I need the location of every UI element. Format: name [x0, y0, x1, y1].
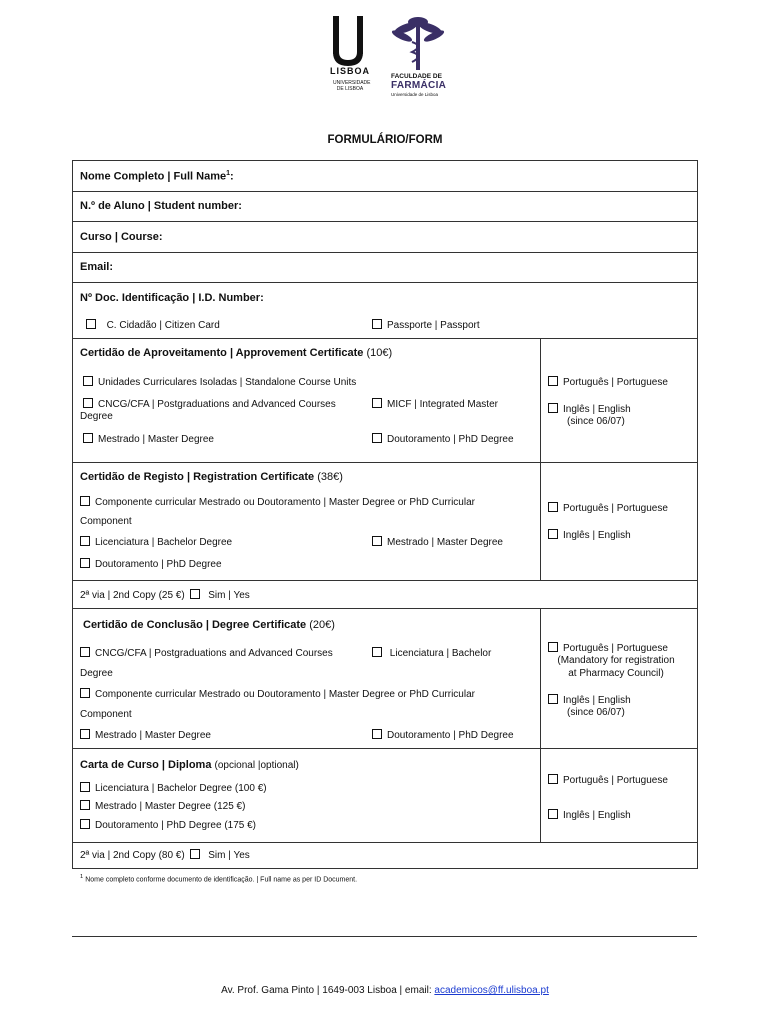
- micf-option[interactable]: MICF | Integrated Master: [372, 398, 498, 410]
- diploma-lang-pt[interactable]: Português | Portuguese: [548, 774, 668, 786]
- diploma-lang-en[interactable]: Inglês | English: [548, 809, 631, 821]
- degree-master-option[interactable]: Mestrado | Master Degree: [80, 729, 211, 741]
- checkbox-icon[interactable]: [80, 819, 90, 829]
- checkbox-icon[interactable]: [548, 403, 558, 413]
- degree-lang-pt[interactable]: Português | Portuguese: [548, 642, 668, 654]
- form-title: FORMULÁRIO/FORM: [327, 134, 443, 146]
- checkbox-icon[interactable]: [80, 536, 90, 546]
- curricular-component-cont: Component: [80, 516, 132, 527]
- master-option[interactable]: Mestrado | Master Degree: [83, 433, 214, 445]
- degree-bachelor-option[interactable]: Licenciatura | Bachelor: [372, 647, 491, 659]
- registration-copy-label: 2ª via | 2nd Copy (25 €) Sim | Yes: [80, 590, 250, 601]
- footer-divider: [72, 936, 697, 937]
- checkbox-icon[interactable]: [548, 529, 558, 539]
- checkbox-icon[interactable]: [372, 536, 382, 546]
- lisboa-subtitle: UNIVERSIDADE DE LISBOA: [333, 80, 371, 92]
- full-name-label: Nome Completo | Full Name$^1$:: [80, 170, 234, 183]
- degree-curricular-option[interactable]: Componente curricular Mestrado ou Doutoramento | Master Degree or PhD Curricular: [80, 688, 475, 700]
- degree-phd-option[interactable]: Doutoramento | PhD Degree: [372, 729, 514, 741]
- registration-master-option[interactable]: Mestrado | Master Degree: [372, 536, 503, 548]
- checkbox-icon[interactable]: [83, 376, 93, 386]
- course-label: Curso | Course:: [80, 231, 163, 243]
- approvement-lang-pt[interactable]: Português | Portuguese: [548, 376, 668, 388]
- checkbox-icon[interactable]: [80, 800, 90, 810]
- faculty-name: FARMÁCIA: [391, 80, 447, 91]
- checkbox-icon[interactable]: [548, 774, 558, 784]
- registration-phd-option[interactable]: Doutoramento | PhD Degree: [80, 558, 222, 570]
- diploma-copy-label: 2ª via | 2nd Copy (80 €) Sim | Yes: [80, 850, 250, 861]
- degree-postgrad-cont: Degree: [80, 668, 113, 679]
- diploma-bachelor-option[interactable]: Licenciatura | Bachelor Degree (100 €): [80, 782, 267, 794]
- degree-curricular-cont: Component: [80, 709, 132, 720]
- lisboa-wordmark: LISBOA: [330, 66, 371, 76]
- checkbox-icon[interactable]: [80, 647, 90, 657]
- degree-title: Certidão de Conclusão | Degree Certificate (20€): [83, 619, 335, 631]
- ulisboa-logo-icon: [330, 14, 366, 74]
- checkbox-icon[interactable]: [372, 433, 382, 443]
- checkbox-icon[interactable]: [86, 319, 96, 329]
- diploma-phd-option[interactable]: Doutoramento | PhD Degree (175 €): [80, 819, 256, 831]
- diploma-master-option[interactable]: Mestrado | Master Degree (125 €): [80, 800, 245, 812]
- checkbox-icon[interactable]: [80, 782, 90, 792]
- checkbox-icon[interactable]: [372, 729, 382, 739]
- checkbox-icon[interactable]: [372, 647, 382, 657]
- checkbox-icon[interactable]: [80, 688, 90, 698]
- checkbox-icon[interactable]: [83, 433, 93, 443]
- phd-option[interactable]: Doutoramento | PhD Degree: [372, 433, 514, 445]
- approvement-title: Certidão de Aproveitamento | Approvement Certificate (10€): [80, 347, 393, 359]
- checkbox-icon[interactable]: [190, 849, 200, 859]
- curricular-component-option[interactable]: Componente curricular Mestrado ou Doutoramento | Master Degree or PhD Curricular: [80, 496, 475, 508]
- checkbox-icon[interactable]: [548, 502, 558, 512]
- checkbox-icon[interactable]: [83, 398, 93, 408]
- student-number-label: N.º de Aluno | Student number:: [80, 200, 242, 212]
- checkbox-icon[interactable]: [548, 694, 558, 704]
- faculty-subtitle: Universidade de Lisboa: [391, 92, 439, 97]
- email-label: Email:: [80, 261, 114, 273]
- footnote: $^1$ Nome completo conforme documento de identificação. | Full name as per ID Document.: [80, 874, 358, 884]
- footer-address: Av. Prof. Gama Pinto | 1649-003 Lisboa | email: academicos@ff.ulisboa.pt: [221, 985, 549, 996]
- approvement-lang-en-note: (since 06/07): [567, 416, 625, 427]
- approvement-lang-en[interactable]: Inglês | English: [548, 403, 631, 415]
- faculty-label: FACULDADE DE: [391, 73, 442, 80]
- checkbox-icon[interactable]: [548, 642, 558, 652]
- checkbox-icon[interactable]: [372, 398, 382, 408]
- checkbox-icon[interactable]: [548, 376, 558, 386]
- degree-lang-en[interactable]: Inglês | English: [548, 694, 631, 706]
- degree-lang-pt-note1: (Mandatory for registration: [557, 655, 675, 666]
- palm-tree-logo-icon: [390, 12, 446, 74]
- registration-lang-pt[interactable]: Português | Portuguese: [548, 502, 668, 514]
- passport-option[interactable]: Passporte | Passport: [372, 319, 480, 331]
- registration-title: Certidão de Registo | Registration Certificate (38€): [80, 471, 343, 483]
- diploma-title: Carta de Curso | Diploma (opcional |optional): [80, 759, 299, 771]
- citizen-card-option[interactable]: C. Cidadão | Citizen Card: [86, 319, 220, 331]
- bachelor-option[interactable]: Licenciatura | Bachelor Degree: [80, 536, 232, 548]
- checkbox-icon[interactable]: [548, 809, 558, 819]
- checkbox-icon[interactable]: [190, 589, 200, 599]
- checkbox-icon[interactable]: [80, 729, 90, 739]
- checkbox-icon[interactable]: [372, 319, 382, 329]
- id-number-label: Nº Doc. Identificação | I.D. Number:: [80, 292, 264, 304]
- degree-postgrad-option[interactable]: CNCG/CFA | Postgraduations and Advanced Courses: [80, 647, 333, 659]
- checkbox-icon[interactable]: [80, 496, 90, 506]
- standalone-units-option[interactable]: Unidades Curriculares Isoladas | Standalone Course Units: [83, 376, 356, 388]
- degree-lang-pt-note2: at Pharmacy Council): [568, 668, 664, 679]
- email-link[interactable]: academicos@ff.ulisboa.pt: [434, 985, 549, 996]
- degree-lang-en-note: (since 06/07): [567, 707, 625, 718]
- postgrad-option[interactable]: CNCG/CFA | Postgraduations and Advanced Courses: [83, 398, 336, 410]
- checkbox-icon[interactable]: [80, 558, 90, 568]
- registration-lang-en[interactable]: Inglês | English: [548, 529, 631, 541]
- postgrad-option-cont: Degree: [80, 411, 113, 422]
